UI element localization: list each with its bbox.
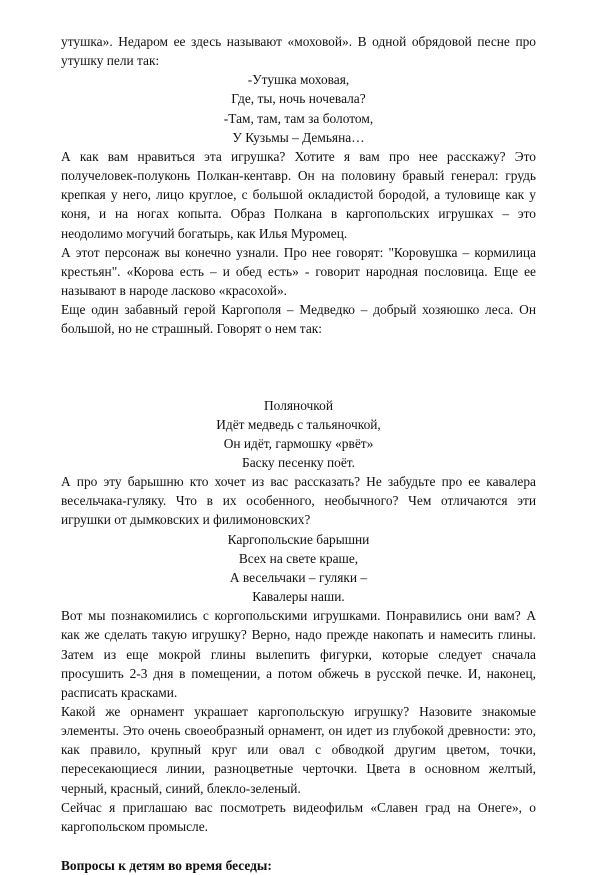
verse-line: А весельчаки – гуляки – bbox=[229, 569, 368, 585]
paragraph-videofilm: Сейчас я приглашаю вас посмотреть видеофильм «Славен град на Онеге», о каргопольском промысле. bbox=[61, 799, 536, 834]
verse-line: У Кузьмы – Демьяна… bbox=[232, 129, 365, 145]
verse-line: Каргопольские барышни bbox=[227, 531, 370, 547]
verse-utushka bbox=[61, 70, 536, 147]
verse-line: Всех на свете краше, bbox=[238, 550, 359, 566]
document-page bbox=[61, 32, 536, 875]
section-heading: Вопросы к детям во время беседы: bbox=[61, 858, 272, 874]
verse-line: Он идёт, гармошку «рвёт» bbox=[223, 435, 374, 451]
verse-line: Где, ты, ночь ночевала? bbox=[231, 91, 366, 107]
verse-line: Кавалеры наши. bbox=[252, 589, 345, 605]
verse-line: -Утушка моховая, bbox=[247, 72, 350, 88]
verse-barishni bbox=[61, 530, 536, 607]
verse-line: -Там, там, там за болотом, bbox=[223, 110, 374, 126]
paragraph-intro-utushka: утушка». Недаром ее здесь называют «моховой». В одной обрядовой песне про утушку пели так: bbox=[61, 34, 536, 69]
vertical-gap bbox=[61, 339, 536, 396]
vertical-gap bbox=[61, 836, 536, 856]
verse-line: Идёт медведь с тальяночкой, bbox=[216, 416, 381, 432]
verse-line: Поляночкой bbox=[264, 397, 333, 413]
paragraph-making-toy: Вот мы познакомились с коргопольскими игрушками. Понравились они вам? А как же сделать такую игрушку? Верно, надо прежде накопать и намесить глины. Затем из еще мокрой глины вылепить фигурки, которые следует сначала просушить 2-3 дня в помещении, а потом обжечь в русской печке. И, наконец, расписать красками. bbox=[61, 608, 536, 700]
paragraph-barishnya: А про эту барышню кто хочет из вас рассказать? Не забудьте про ее кавалера весельчака-гуляку. Что в их особенного, необычного? Чем отличаются эти игрушки от дымковских и филимоновских? bbox=[61, 474, 536, 528]
paragraph-ornament: Какой же орнамент украшает каргопольскую игрушку? Назовите знакомые элементы. Это очень своеобразный орнамент, он идет из глубокой древности: это, как правило, крупный круг или овал с обводкой другим цветом, точки, пересекающиеся линии, разноцветные черточки. Цвета в основном желтый, черный, красный, синий, блекло-зеленый. bbox=[61, 704, 536, 796]
verse-medved bbox=[61, 396, 536, 473]
verse-line: Баску песенку поёт. bbox=[242, 454, 355, 470]
paragraph-polkan: А как вам нравиться эта игрушка? Хотите я вам про нее расскажу? Это получеловек-полуконь Полкан-кентавр. Он на половину бравый генерал: грудь крепкая у него, лицо круглое, с большой окладистой бородой, а туловище как у коня, и на ногах копыта. Образ Полкана в каргопольских игрушках – это неодолимо могучий богатырь, как Илья Муромец. bbox=[61, 148, 536, 241]
paragraph-medvedko: Еще один забавный герой Каргополя – Медведко – добрый хозяюшко леса. Он большой, но не страшный. Говорят о нем так: bbox=[61, 302, 536, 337]
paragraph-korova: А этот персонаж вы конечно узнали. Про нее говорят: "Коровушка – кормилица крестьян". «Корова есть – и обед есть» - говорит народная пословица. Еще ее называют в народе ласково «красохой». bbox=[61, 244, 536, 299]
